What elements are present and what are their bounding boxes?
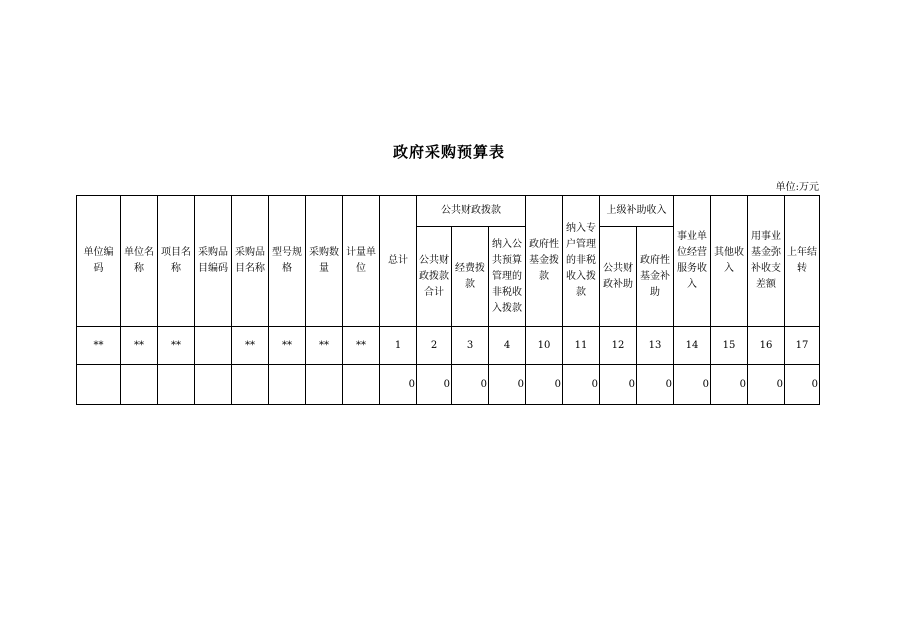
header-quantity: 采购数量 (306, 196, 343, 327)
code-cell: 14 (674, 327, 711, 365)
value-cell: 0 (563, 365, 600, 405)
value-cell (77, 365, 121, 405)
value-cell: 0 (785, 365, 820, 405)
value-cell (306, 365, 343, 405)
value-cell (269, 365, 306, 405)
header-business-income: 事业单位经营服务收入 (674, 196, 711, 327)
code-cell: 15 (711, 327, 748, 365)
header-fund-deficit: 用事业基金弥补收支差额 (748, 196, 785, 327)
code-cell: ** (269, 327, 306, 365)
value-cell: 0 (380, 365, 417, 405)
code-cell: 1 (380, 327, 417, 365)
header-gov-fund: 政府性基金拨款 (526, 196, 563, 327)
header-public-finance-subsidy: 公共财政补助 (600, 227, 637, 327)
header-project-name: 项目名称 (158, 196, 195, 327)
header-spec: 型号规格 (269, 196, 306, 327)
value-cell (343, 365, 380, 405)
header-public-finance-total: 公共财政拨款合计 (417, 227, 452, 327)
code-cell: ** (121, 327, 158, 365)
code-cell: 4 (489, 327, 526, 365)
code-cell: 3 (452, 327, 489, 365)
code-row (77, 327, 820, 365)
header-operating-funds: 经费拨款 (452, 227, 489, 327)
value-cell: 0 (711, 365, 748, 405)
unit-label: 单位:万元 (775, 182, 819, 193)
header-unit-name: 单位名称 (121, 196, 158, 327)
header-carryover: 上年结转 (785, 196, 820, 327)
code-cell: ** (158, 327, 195, 365)
code-cell: 11 (563, 327, 600, 365)
value-cell (195, 365, 232, 405)
value-cell: 0 (417, 365, 452, 405)
value-cell (121, 365, 158, 405)
code-cell: ** (77, 327, 121, 365)
header-gov-fund-subsidy: 政府性基金补助 (637, 227, 674, 327)
header-public-finance-group: 公共财政拨款 (417, 196, 526, 227)
code-cell: ** (232, 327, 269, 365)
value-cell (158, 365, 195, 405)
code-cell: 13 (637, 327, 674, 365)
code-cell: 12 (600, 327, 637, 365)
value-cell: 0 (526, 365, 563, 405)
code-cell: 16 (748, 327, 785, 365)
header-superior-group: 上级补助收入 (600, 196, 674, 227)
header-other-income: 其他收入 (711, 196, 748, 327)
value-cell: 0 (600, 365, 637, 405)
code-cell (195, 327, 232, 365)
code-cell: 10 (526, 327, 563, 365)
value-row (77, 365, 820, 405)
header-unit-code: 单位编码 (77, 196, 121, 327)
header-measure-unit: 计量单位 (343, 196, 380, 327)
header-item-code: 采购品目编码 (195, 196, 232, 327)
value-cell: 0 (489, 365, 526, 405)
value-cell: 0 (748, 365, 785, 405)
header-item-name: 采购品目名称 (232, 196, 269, 327)
value-cell (232, 365, 269, 405)
code-cell: ** (343, 327, 380, 365)
value-cell: 0 (674, 365, 711, 405)
header-nontax-budget: 纳入公共预算管理的非税收入拨款 (489, 227, 526, 327)
value-cell: 0 (452, 365, 489, 405)
code-cell: ** (306, 327, 343, 365)
code-cell: 2 (417, 327, 452, 365)
code-cell: 17 (785, 327, 820, 365)
value-cell: 0 (637, 365, 674, 405)
header-special-nontax: 纳入专户管理的非税收入拨款 (563, 196, 600, 327)
page-title: 政府采购预算表 (392, 143, 505, 161)
header-total: 总计 (380, 196, 417, 327)
budget-table (76, 195, 820, 405)
